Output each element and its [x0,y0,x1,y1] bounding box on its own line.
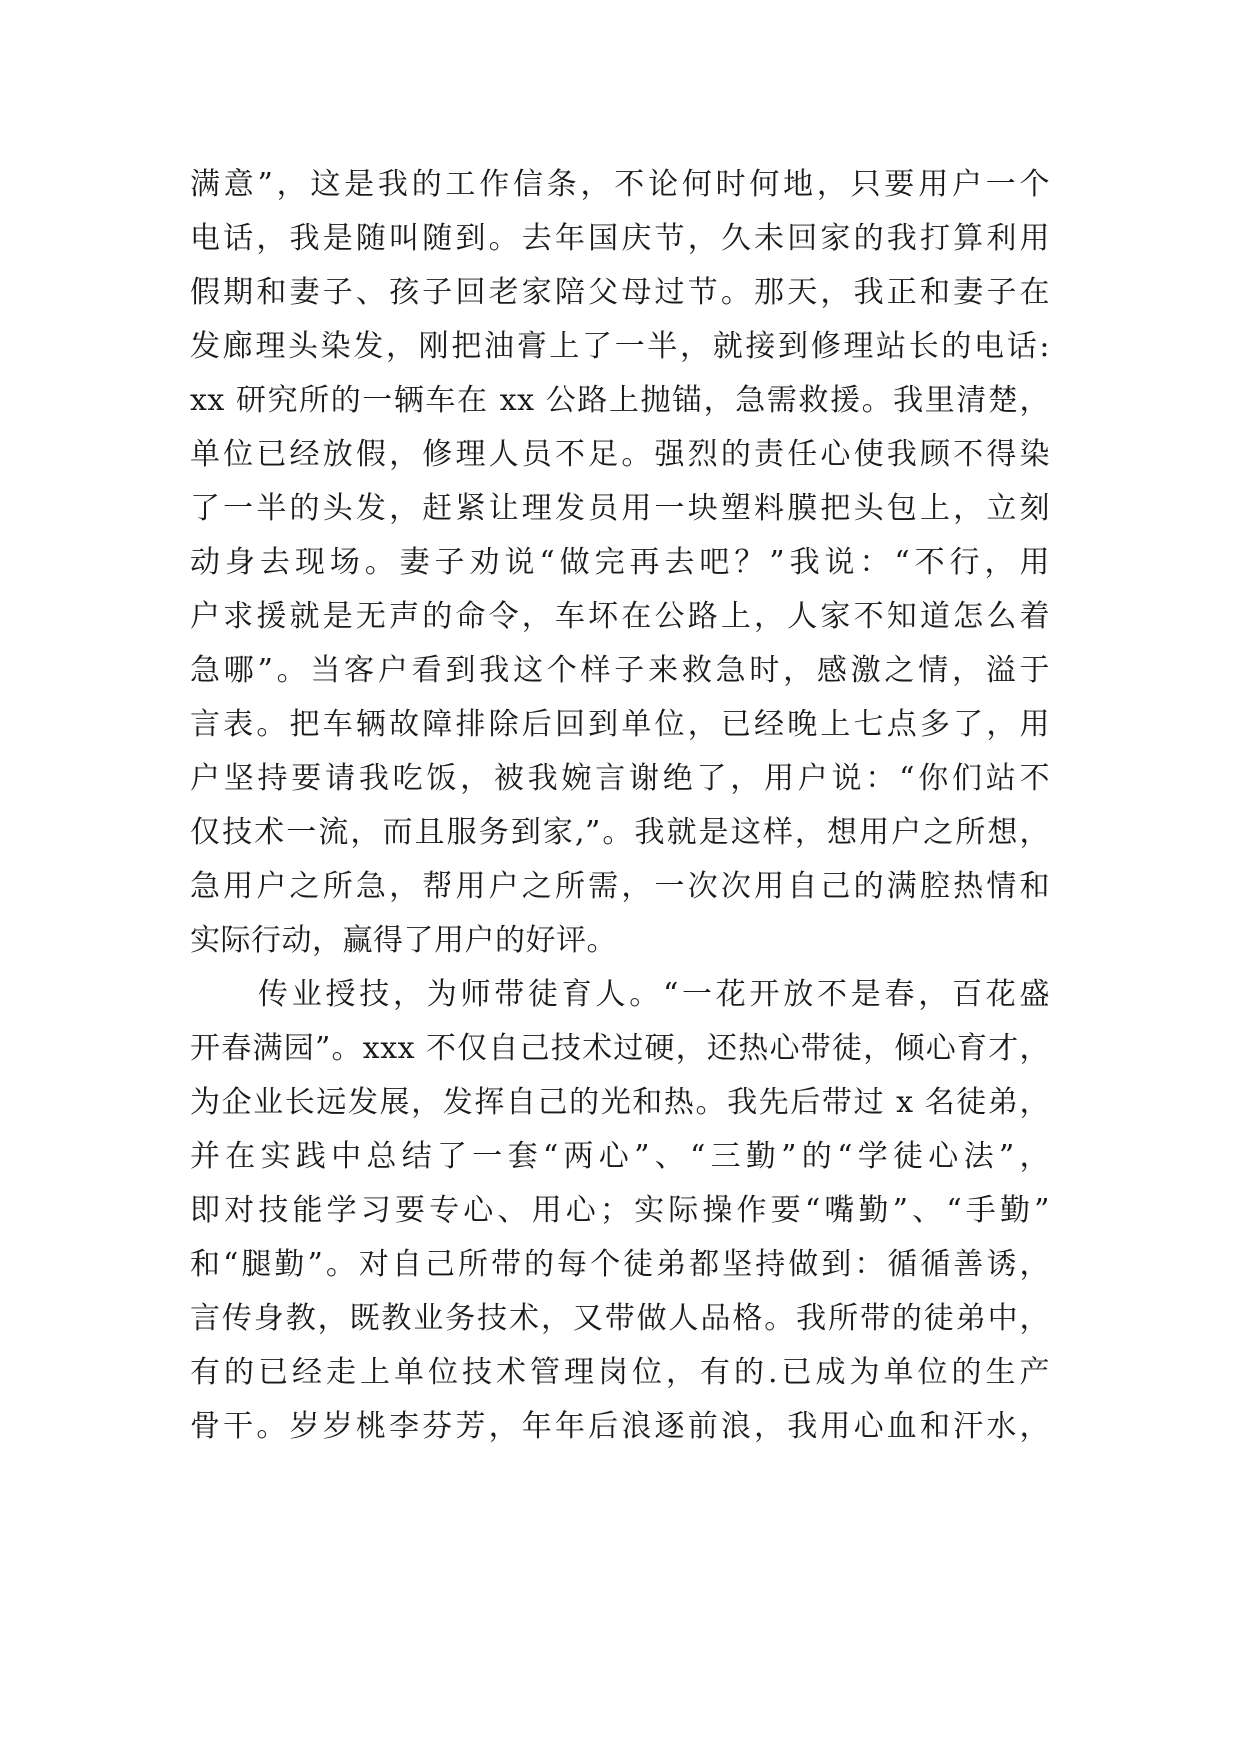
text-line: 满意”，这是我的工作信条，不论何时何地，只要用户一个 [190,167,1050,202]
text-line: 开春满园”。xxx 不仅自己技术过硬，还热心带徒，倾心育才， [190,1031,1050,1066]
text-line: 和“腿勤”。对自己所带的每个徒弟都坚持做到：循循善诱， [190,1247,1050,1282]
text-line: 急哪”。当客户看到我这个样子来救急时，感激之情，溢于 [190,653,1050,688]
text-line: xx 研究所的一辆车在 xx 公路上抛锚，急需救援。我里清楚， [190,383,1050,418]
text-line: 言表。把车辆故障排除后回到单位，已经晚上七点多了，用 [190,707,1050,742]
text-line: 仅技术一流，而且服务到家,”。我就是这样，想用户之所想， [190,815,1050,850]
text-line: 为企业长远发展，发挥自己的光和热。我先后带过 x 名徒弟， [190,1085,1050,1120]
text-line: 户求援就是无声的命令，车坏在公路上，人家不知道怎么着 [190,599,1050,634]
text-line: 即对技能学习要专心、用心；实际操作要“嘴勤”、“手勤” [190,1193,1050,1228]
text-line: 假期和妻子、孩子回老家陪父母过节。那天，我正和妻子在 [190,275,1050,310]
paragraph [190,968,1050,1454]
paragraph [190,158,1050,968]
text-line: 并在实践中总结了一套“两心”、“三勤”的“学徒心法”， [190,1139,1050,1174]
text-line: 有的已经走上单位技术管理岗位，有的.已成为单位的生产 [190,1355,1050,1390]
document-body [190,158,1050,1454]
text-line: 急用户之所急，帮用户之所需，一次次用自己的满腔热情和 [190,869,1050,904]
text-line: 单位已经放假，修理人员不足。强烈的责任心使我顾不得染 [190,437,1050,472]
text-line: 传业授技，为师带徒育人。“一花开放不是春，百花盛 [258,977,1050,1012]
text-line: 实际行动，赢得了用户的好评。 [190,923,617,958]
text-line: 户坚持要请我吃饭，被我婉言谢绝了，用户说：“你们站不 [190,761,1050,796]
text-line: 了一半的头发，赶紧让理发员用一块塑料膜把头包上，立刻 [190,491,1050,526]
text-line: 发廊理头染发，刚把油膏上了一半，就接到修理站长的电话: [190,329,1050,364]
text-line: 言传身教，既教业务技术，又带做人品格。我所带的徒弟中， [190,1301,1050,1336]
text-line: 动身去现场。妻子劝说“做完再去吧？”我说：“不行，用 [190,545,1050,580]
text-line: 骨干。岁岁桃李芬芳，年年后浪逐前浪，我用心血和汗水， [190,1409,1050,1444]
text-line: 电话，我是随叫随到。去年国庆节，久未回家的我打算利用 [190,221,1050,256]
